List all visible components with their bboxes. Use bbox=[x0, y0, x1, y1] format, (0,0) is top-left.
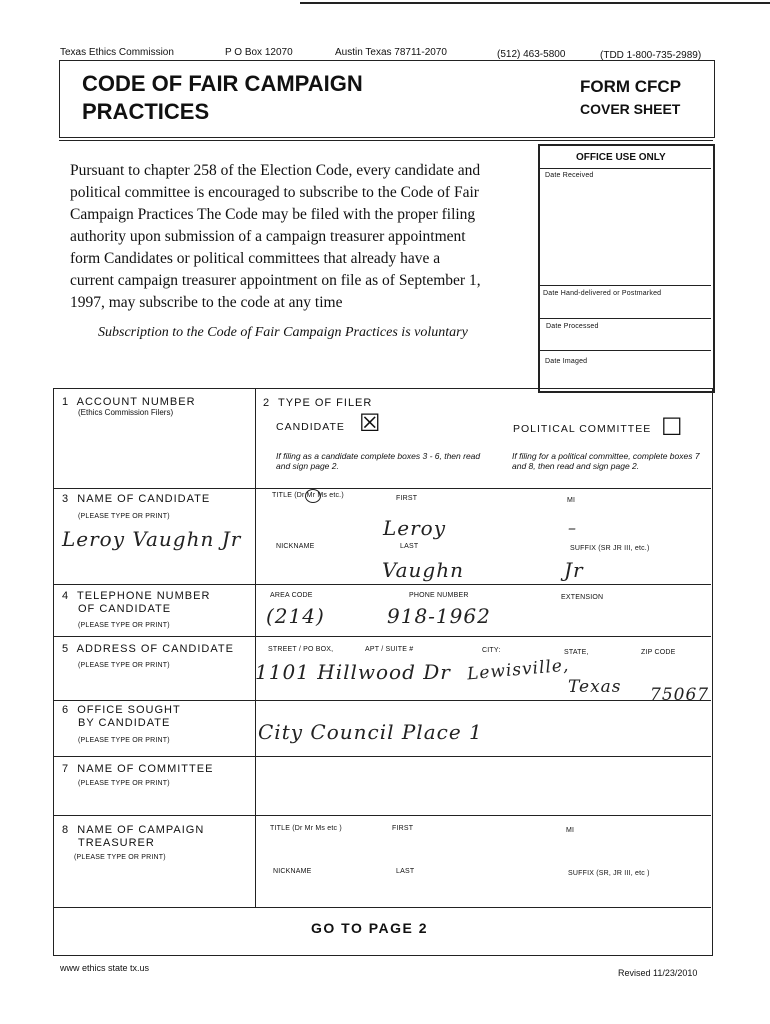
account-number-field[interactable] bbox=[60, 420, 250, 480]
divider bbox=[54, 700, 711, 701]
apt-label: APT / SUITE # bbox=[365, 646, 414, 653]
section-3-label: 3 NAME OF CANDIDATE bbox=[62, 493, 211, 505]
intro-line: Campaign Practices The Code may be filed with the proper filing bbox=[70, 206, 476, 223]
intro-paragraph bbox=[70, 160, 530, 314]
po-box: P O Box 12070 bbox=[225, 47, 293, 58]
candidate-checkbox[interactable]: ☒ bbox=[359, 410, 381, 437]
area-code-value[interactable]: (214) bbox=[266, 604, 325, 628]
suffix-value[interactable]: Jr bbox=[564, 558, 584, 582]
suffix-label: SUFFIX (SR JR III, etc.) bbox=[570, 545, 650, 552]
phone-number-value[interactable]: 918-1962 bbox=[387, 604, 491, 628]
form-title-line1: CODE OF FAIR CAMPAIGN bbox=[82, 71, 363, 96]
cover-sheet: COVER SHEET bbox=[580, 101, 681, 117]
divider bbox=[54, 907, 711, 908]
office-use-title: OFFICE USE ONLY bbox=[576, 152, 666, 163]
candidate-note: If filing as a candidate complete boxes 3 - 6, then read and sign page 2. bbox=[276, 451, 481, 471]
office-sought-value[interactable]: City Council Place 1 bbox=[258, 720, 483, 744]
candidate-label: CANDIDATE bbox=[276, 421, 345, 433]
section-4-sub: (PLEASE TYPE OR PRINT) bbox=[78, 622, 170, 629]
divider bbox=[54, 488, 711, 489]
area-code-label: AREA CODE bbox=[270, 592, 313, 599]
last-label: LAST bbox=[400, 543, 419, 550]
divider bbox=[59, 140, 713, 141]
section-8-label: 8 NAME OF CAMPAIGN bbox=[62, 824, 205, 836]
revised-date: Revised 11/23/2010 bbox=[618, 968, 698, 978]
section-8-sub: (PLEASE TYPE OR PRINT) bbox=[74, 854, 166, 861]
divider bbox=[54, 584, 711, 585]
mi-value[interactable]: – bbox=[568, 518, 577, 537]
section-1-label: 1 ACCOUNT NUMBER bbox=[62, 396, 196, 408]
intro-line: Pursuant to chapter 258 of the Election Code, every candidate and bbox=[70, 162, 481, 179]
go-to-page-2[interactable]: GO TO PAGE 2 bbox=[311, 920, 429, 936]
date-hand-label: Date Hand-delivered or Postmarked bbox=[543, 290, 662, 297]
first-label: FIRST bbox=[396, 495, 418, 502]
extension-label: EXTENSION bbox=[561, 594, 604, 601]
section-7-sub: (PLEASE TYPE OR PRINT) bbox=[78, 780, 170, 787]
form-code: FORM CFCP bbox=[580, 77, 682, 96]
treasurer-title-label: TITLE (Dr Mr Ms etc ) bbox=[270, 825, 342, 832]
intro-line: form Candidates or political committees that already have a bbox=[70, 250, 441, 267]
committee-label: POLITICAL COMMITTEE bbox=[513, 423, 652, 435]
section-5-sub: (PLEASE TYPE OR PRINT) bbox=[78, 662, 170, 669]
phone-number-label: PHONE NUMBER bbox=[409, 592, 469, 599]
treasurer-mi-label: MI bbox=[566, 827, 575, 834]
street-value[interactable]: 1101 Hillwood Dr bbox=[255, 660, 451, 684]
divider bbox=[54, 756, 711, 757]
section-6-title2: BY CANDIDATE bbox=[78, 717, 171, 729]
state-label: STATE, bbox=[564, 649, 589, 656]
handwritten-full-name[interactable]: Leroy Vaughn Jr bbox=[62, 527, 242, 551]
state-value[interactable]: Texas bbox=[568, 677, 622, 697]
top-border bbox=[300, 2, 770, 4]
divider bbox=[540, 168, 711, 169]
treasurer-first-label: FIRST bbox=[392, 825, 414, 832]
org-name: Texas Ethics Commission bbox=[60, 47, 174, 58]
divider bbox=[540, 350, 711, 351]
tdd: (TDD 1-800-735-2989) bbox=[600, 50, 702, 61]
section-7-label: 7 NAME OF COMMITTEE bbox=[62, 763, 214, 775]
date-processed-label: Date Processed bbox=[546, 323, 599, 330]
last-name-value[interactable]: Vaughn bbox=[382, 558, 464, 582]
city-value[interactable]: Lewisville, bbox=[466, 655, 571, 685]
treasurer-last-label: LAST bbox=[396, 868, 415, 875]
voluntary-note: Subscription to the Code of Fair Campaign Practices is voluntary bbox=[98, 325, 468, 340]
committee-note: If filing for a political committee, complete boxes 7 and 8, then read and sign page 2. bbox=[512, 451, 700, 471]
form-title-line2: PRACTICES bbox=[82, 99, 210, 124]
mi-label: MI bbox=[567, 497, 576, 504]
section-3-sub: (PLEASE TYPE OR PRINT) bbox=[78, 513, 170, 520]
section-6-sub: (PLEASE TYPE OR PRINT) bbox=[78, 737, 170, 744]
divider bbox=[54, 815, 711, 816]
section-5-label: 5 ADDRESS OF CANDIDATE bbox=[62, 643, 234, 655]
city-label: CITY: bbox=[482, 647, 501, 654]
title-label: TITLE (Dr Mr Ms etc.) bbox=[272, 492, 344, 499]
office-use-box bbox=[538, 144, 715, 393]
intro-line: current campaign treasurer appointment on file as of September 1, bbox=[70, 272, 481, 289]
street-label: STREET / PO BOX, bbox=[268, 646, 334, 653]
section-4-title2: OF CANDIDATE bbox=[78, 603, 172, 615]
section-6-label: 6 OFFICE SOUGHT bbox=[62, 704, 181, 716]
section-2-label: 2 TYPE OF FILER bbox=[263, 397, 373, 409]
column-divider bbox=[255, 389, 256, 908]
section-1-sub: (Ethics Commission Filers) bbox=[78, 408, 174, 417]
committee-checkbox[interactable]: ☐ bbox=[661, 414, 683, 441]
nickname-label: NICKNAME bbox=[276, 543, 315, 550]
section-8-title2: TREASURER bbox=[78, 837, 155, 849]
divider bbox=[54, 636, 711, 637]
zip-label: ZIP CODE bbox=[641, 649, 676, 656]
intro-line: authority upon submission of a campaign treasurer appointment bbox=[70, 228, 466, 245]
date-imaged-label: Date Imaged bbox=[545, 358, 588, 365]
city-address: Austin Texas 78711-2070 bbox=[335, 47, 447, 58]
website[interactable]: www ethics state tx.us bbox=[60, 963, 150, 973]
intro-line: 1997, may subscribe to the code at any time bbox=[70, 294, 343, 311]
section-4-label: 4 TELEPHONE NUMBER bbox=[62, 590, 211, 602]
title-mr-circle bbox=[305, 489, 321, 503]
first-name-value[interactable]: Leroy bbox=[383, 516, 447, 540]
phone: (512) 463-5800 bbox=[497, 49, 566, 60]
treasurer-nickname-label: NICKNAME bbox=[273, 868, 312, 875]
divider bbox=[540, 318, 711, 319]
committee-name-field[interactable] bbox=[260, 760, 705, 810]
treasurer-suffix-label: SUFFIX (SR, JR III, etc ) bbox=[568, 870, 650, 877]
date-received-label: Date Received bbox=[545, 172, 594, 179]
zip-value[interactable]: 75067 bbox=[650, 685, 710, 705]
divider bbox=[540, 285, 711, 286]
intro-line: political committee is encouraged to subscribe to the Code of Fair bbox=[70, 184, 479, 201]
